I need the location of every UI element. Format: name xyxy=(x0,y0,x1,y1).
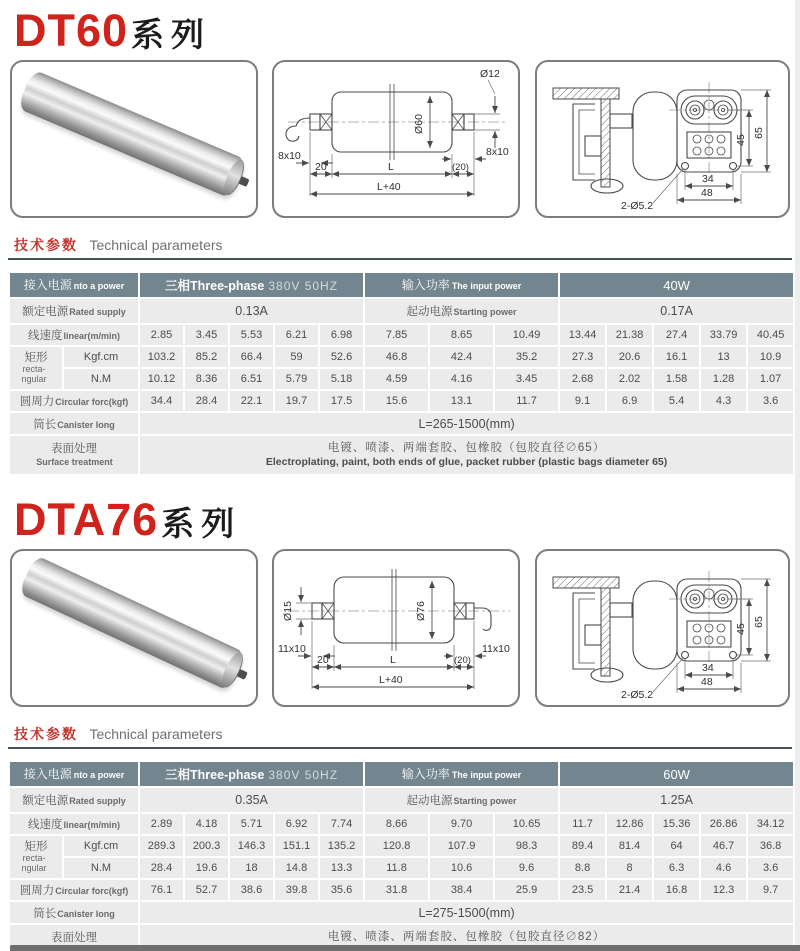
value-cell: 52.6 xyxy=(320,347,363,367)
dim-20-right: (20) xyxy=(452,162,469,173)
bracket-drawing-panel xyxy=(535,60,790,218)
value-cell: 35.2 xyxy=(495,347,558,367)
value-cell: 19.6 xyxy=(185,858,228,878)
value-cell: 9.6 xyxy=(495,858,558,878)
keyway-right-label: 8x10 xyxy=(486,146,509,158)
wattage-cell: 40W xyxy=(560,273,793,297)
value-cell: 7.85 xyxy=(365,325,428,345)
tech-params-heading xyxy=(8,724,792,749)
surface-treatment-value: 电镀、喷漆、两端套胶、包橡胶（包胶直径∅82） xyxy=(140,925,793,951)
value-cell: 4.59 xyxy=(365,369,428,389)
linear-speed-label: 线速度linear(m/min) xyxy=(10,325,138,345)
value-cell: 38.6 xyxy=(230,880,273,900)
value-cell: 3.6 xyxy=(748,858,793,878)
phase-header-cell: 三相Three-phase 380V 50HZ xyxy=(140,762,363,786)
value-cell: 3.45 xyxy=(495,369,558,389)
value-cell: 33.79 xyxy=(701,325,746,345)
tech-params-cn: 技术参数 xyxy=(14,237,78,253)
phase-header-cell: 三相Three-phase 380V 50HZ xyxy=(140,273,363,297)
series-title-dta76 xyxy=(0,489,800,545)
dim-total-label: L+40 xyxy=(379,674,403,686)
value-cell: 10.49 xyxy=(495,325,558,345)
value-cell: 38.4 xyxy=(430,880,493,900)
dim-20-left: 20 xyxy=(315,161,327,173)
value-cell: 9.7 xyxy=(748,880,793,900)
tech-params-en: Technical parameters xyxy=(89,726,223,742)
params-table-dt60 xyxy=(8,271,795,476)
torque-kgfcm-row xyxy=(10,836,793,856)
value-cell: 4.6 xyxy=(701,858,746,878)
value-cell: 16.1 xyxy=(654,347,699,367)
surface-treatment-label: 表面处理 xyxy=(10,925,138,951)
page-edge-bottom xyxy=(10,945,800,951)
value-cell: 5.4 xyxy=(654,391,699,411)
value-cell: 5.79 xyxy=(275,369,318,389)
value-cell: 9.1 xyxy=(560,391,605,411)
value-cell: 28.4 xyxy=(140,858,183,878)
roller-photo xyxy=(17,70,247,199)
value-cell: 36.8 xyxy=(748,836,793,856)
value-cell: 10.12 xyxy=(140,369,183,389)
value-cell: 14.8 xyxy=(275,858,318,878)
rectangular-label: 矩形 recta-ngular xyxy=(10,347,62,389)
kgfcm-unit-label: Kgf.cm xyxy=(64,347,138,367)
canister-length-row xyxy=(10,902,793,923)
value-cell: 120.8 xyxy=(365,836,428,856)
value-cell: 16.8 xyxy=(654,880,699,900)
surface-treatment-row xyxy=(10,436,793,474)
value-cell: 39.8 xyxy=(275,880,318,900)
rated-supply-row xyxy=(10,788,793,812)
keyway-right-label: 11x10 xyxy=(482,643,510,655)
circular-force-label: 圆周力Circular forc(kgf) xyxy=(10,391,138,411)
value-cell: 22.1 xyxy=(230,391,273,411)
circular-force-row xyxy=(10,880,793,900)
value-cell: 64 xyxy=(654,836,699,856)
value-cell: 25.9 xyxy=(495,880,558,900)
tech-params-en: Technical parameters xyxy=(89,237,223,253)
value-cell: 98.3 xyxy=(495,836,558,856)
bracket-dimension-drawing xyxy=(537,551,788,705)
value-cell: 6.21 xyxy=(275,325,318,345)
value-cell: 12.86 xyxy=(607,814,652,834)
kgfcm-unit-label: Kgf.cm xyxy=(64,836,138,856)
table-header-row xyxy=(10,273,793,297)
rated-supply-row xyxy=(10,299,793,323)
bracket-dim-48: 48 xyxy=(701,187,713,199)
value-cell: 21.4 xyxy=(607,880,652,900)
rated-supply-label: 额定电源Rated supply xyxy=(10,788,138,812)
torque-kgfcm-row xyxy=(10,347,793,367)
value-cell: 8.36 xyxy=(185,369,228,389)
value-cell: 5.53 xyxy=(230,325,273,345)
value-cell: 289.3 xyxy=(140,836,183,856)
value-cell: 27.4 xyxy=(654,325,699,345)
value-cell: 6.98 xyxy=(320,325,363,345)
body-diameter-label: Ø60 xyxy=(413,114,425,134)
bracket-dim-45: 45 xyxy=(735,134,747,146)
value-cell: 15.36 xyxy=(654,814,699,834)
shaft-diameter-label: Ø12 xyxy=(480,68,500,80)
series-suffix: 系列 xyxy=(161,505,242,542)
value-cell: 59 xyxy=(275,347,318,367)
dim-20-right: (20) xyxy=(454,655,471,666)
value-cell: 2.89 xyxy=(140,814,183,834)
starting-power-label: 起动电源Starting power xyxy=(365,299,558,323)
value-cell: 2.02 xyxy=(607,369,652,389)
value-cell: 146.3 xyxy=(230,836,273,856)
params-table-dta76 xyxy=(8,760,795,951)
rated-current-value: 0.13A xyxy=(140,299,363,323)
roller-dimension-drawing xyxy=(274,551,518,705)
linear-speed-row xyxy=(10,325,793,345)
canister-length-value: L=275-1500(mm) xyxy=(140,902,793,923)
series-suffix: 系列 xyxy=(131,16,212,53)
dim-L: L xyxy=(388,161,394,173)
value-cell: 3.6 xyxy=(748,391,793,411)
value-cell: 6.51 xyxy=(230,369,273,389)
rated-current-value: 0.35A xyxy=(140,788,363,812)
keyway-left-label: 8x10 xyxy=(278,150,301,162)
value-cell: 13 xyxy=(701,347,746,367)
value-cell: 2.85 xyxy=(140,325,183,345)
value-cell: 8.66 xyxy=(365,814,428,834)
torque-nm-row xyxy=(10,369,793,389)
value-cell: 11.7 xyxy=(560,814,605,834)
canister-length-label: 筒长Canister long xyxy=(10,413,138,434)
power-cable-hook xyxy=(286,118,310,141)
series-code: DTA76 xyxy=(14,494,159,545)
series-title-dt60 xyxy=(0,0,800,56)
nm-unit-label: N.M xyxy=(64,369,138,389)
value-cell: 5.18 xyxy=(320,369,363,389)
torque-nm-row xyxy=(10,858,793,878)
value-cell: 21.38 xyxy=(607,325,652,345)
linear-speed-label: 线速度linear(m/min) xyxy=(10,814,138,834)
value-cell: 66.4 xyxy=(230,347,273,367)
value-cell: 40.45 xyxy=(748,325,793,345)
input-power-header-cell: 输入功率 The input power xyxy=(365,273,558,297)
value-cell: 17.5 xyxy=(320,391,363,411)
value-cell: 20.6 xyxy=(607,347,652,367)
value-cell: 76.1 xyxy=(140,880,183,900)
section-dta76 xyxy=(0,489,800,951)
value-cell: 12.3 xyxy=(701,880,746,900)
power-header-cell: 接入电源 nto a power xyxy=(10,273,138,297)
value-cell: 18 xyxy=(230,858,273,878)
rectangular-label: 矩形 recta-ngular xyxy=(10,836,62,878)
roller-photo-panel xyxy=(10,549,258,707)
value-cell: 85.2 xyxy=(185,347,228,367)
tech-params-cn: 技术参数 xyxy=(14,726,78,742)
figure-row xyxy=(0,549,800,707)
value-cell: 89.4 xyxy=(560,836,605,856)
rated-supply-label: 额定电源Rated supply xyxy=(10,299,138,323)
value-cell: 46.7 xyxy=(701,836,746,856)
value-cell: 13.1 xyxy=(430,391,493,411)
value-cell: 19.7 xyxy=(275,391,318,411)
roller-dimension-drawing xyxy=(274,62,518,216)
value-cell: 5.71 xyxy=(230,814,273,834)
starting-power-label: 起动电源Starting power xyxy=(365,788,558,812)
value-cell: 34.12 xyxy=(748,814,793,834)
surface-treatment-label: 表面处理 Surface treatment xyxy=(10,436,138,474)
value-cell: 23.5 xyxy=(560,880,605,900)
value-cell: 200.3 xyxy=(185,836,228,856)
dim-L: L xyxy=(390,654,396,666)
value-cell: 6.3 xyxy=(654,858,699,878)
value-cell: 52.7 xyxy=(185,880,228,900)
bracket-dim-65: 65 xyxy=(753,127,765,139)
value-cell: 1.58 xyxy=(654,369,699,389)
wattage-cell: 60W xyxy=(560,762,793,786)
value-cell: 11.7 xyxy=(495,391,558,411)
value-cell: 8 xyxy=(607,858,652,878)
value-cell: 4.18 xyxy=(185,814,228,834)
roller-photo xyxy=(18,555,246,691)
value-cell: 10.9 xyxy=(748,347,793,367)
value-cell: 4.3 xyxy=(701,391,746,411)
starting-current-value: 0.17A xyxy=(560,299,793,323)
value-cell: 8.65 xyxy=(430,325,493,345)
value-cell: 6.92 xyxy=(275,814,318,834)
value-cell: 10.65 xyxy=(495,814,558,834)
bracket-dim-65: 65 xyxy=(753,616,765,628)
bracket-dim-34: 34 xyxy=(702,662,714,674)
tech-params-heading xyxy=(8,235,792,260)
canister-length-label: 筒长Canister long xyxy=(10,902,138,923)
circular-force-label: 圆周力Circular forc(kgf) xyxy=(10,880,138,900)
roller-drawing-panel xyxy=(272,60,520,218)
bracket-drawing-panel xyxy=(535,549,790,707)
value-cell: 46.8 xyxy=(365,347,428,367)
value-cell: 35.6 xyxy=(320,880,363,900)
bracket-dim-34: 34 xyxy=(702,173,714,185)
series-code: DT60 xyxy=(14,5,129,56)
value-cell: 27.3 xyxy=(560,347,605,367)
value-cell: 31.8 xyxy=(365,880,428,900)
page-edge-right xyxy=(795,0,800,951)
bracket-dimension-drawing xyxy=(537,62,788,216)
value-cell: 2.68 xyxy=(560,369,605,389)
starting-current-value: 1.25A xyxy=(560,788,793,812)
canister-length-row xyxy=(10,413,793,434)
nm-unit-label: N.M xyxy=(64,858,138,878)
circular-force-row xyxy=(10,391,793,411)
value-cell: 11.8 xyxy=(365,858,428,878)
value-cell: 42.4 xyxy=(430,347,493,367)
input-power-header-cell: 输入功率 The input power xyxy=(365,762,558,786)
roller-photo-panel xyxy=(10,60,258,218)
value-cell: 9.70 xyxy=(430,814,493,834)
value-cell: 151.1 xyxy=(275,836,318,856)
value-cell: 6.9 xyxy=(607,391,652,411)
value-cell: 1.28 xyxy=(701,369,746,389)
dim-20-left: 20 xyxy=(317,654,329,666)
value-cell: 13.44 xyxy=(560,325,605,345)
value-cell: 3.45 xyxy=(185,325,228,345)
value-cell: 103.2 xyxy=(140,347,183,367)
value-cell: 28.4 xyxy=(185,391,228,411)
shaft-diameter-label: Ø15 xyxy=(282,601,294,621)
power-header-cell: 接入电源 nto a power xyxy=(10,762,138,786)
dim-total-label: L+40 xyxy=(377,181,401,193)
value-cell: 10.6 xyxy=(430,858,493,878)
linear-speed-row xyxy=(10,814,793,834)
body-diameter-label: Ø76 xyxy=(415,601,427,621)
bracket-dim-45: 45 xyxy=(735,623,747,635)
table-header-row xyxy=(10,762,793,786)
keyway-left-label: 11x10 xyxy=(278,643,306,655)
bracket-holes-label: 2-Ø5.2 xyxy=(621,200,654,212)
value-cell: 135.2 xyxy=(320,836,363,856)
value-cell: 8.8 xyxy=(560,858,605,878)
surface-treatment-value: 电镀、喷漆、两端套胶、包橡胶（包胶直径∅65） Electroplating, paint, both ends of glue, packet rubber (plastic bags diameter 65) xyxy=(140,436,793,474)
canister-length-value: L=265-1500(mm) xyxy=(140,413,793,434)
value-cell: 15.6 xyxy=(365,391,428,411)
value-cell: 4.16 xyxy=(430,369,493,389)
value-cell: 1.07 xyxy=(748,369,793,389)
value-cell: 34.4 xyxy=(140,391,183,411)
value-cell: 107.9 xyxy=(430,836,493,856)
value-cell: 7.74 xyxy=(320,814,363,834)
value-cell: 81.4 xyxy=(607,836,652,856)
figure-row xyxy=(0,60,800,218)
roller-drawing-panel xyxy=(272,549,520,707)
bracket-holes-label: 2-Ø5.2 xyxy=(621,689,654,701)
bracket-dim-48: 48 xyxy=(701,676,713,688)
value-cell: 13.3 xyxy=(320,858,363,878)
value-cell: 26.86 xyxy=(701,814,746,834)
